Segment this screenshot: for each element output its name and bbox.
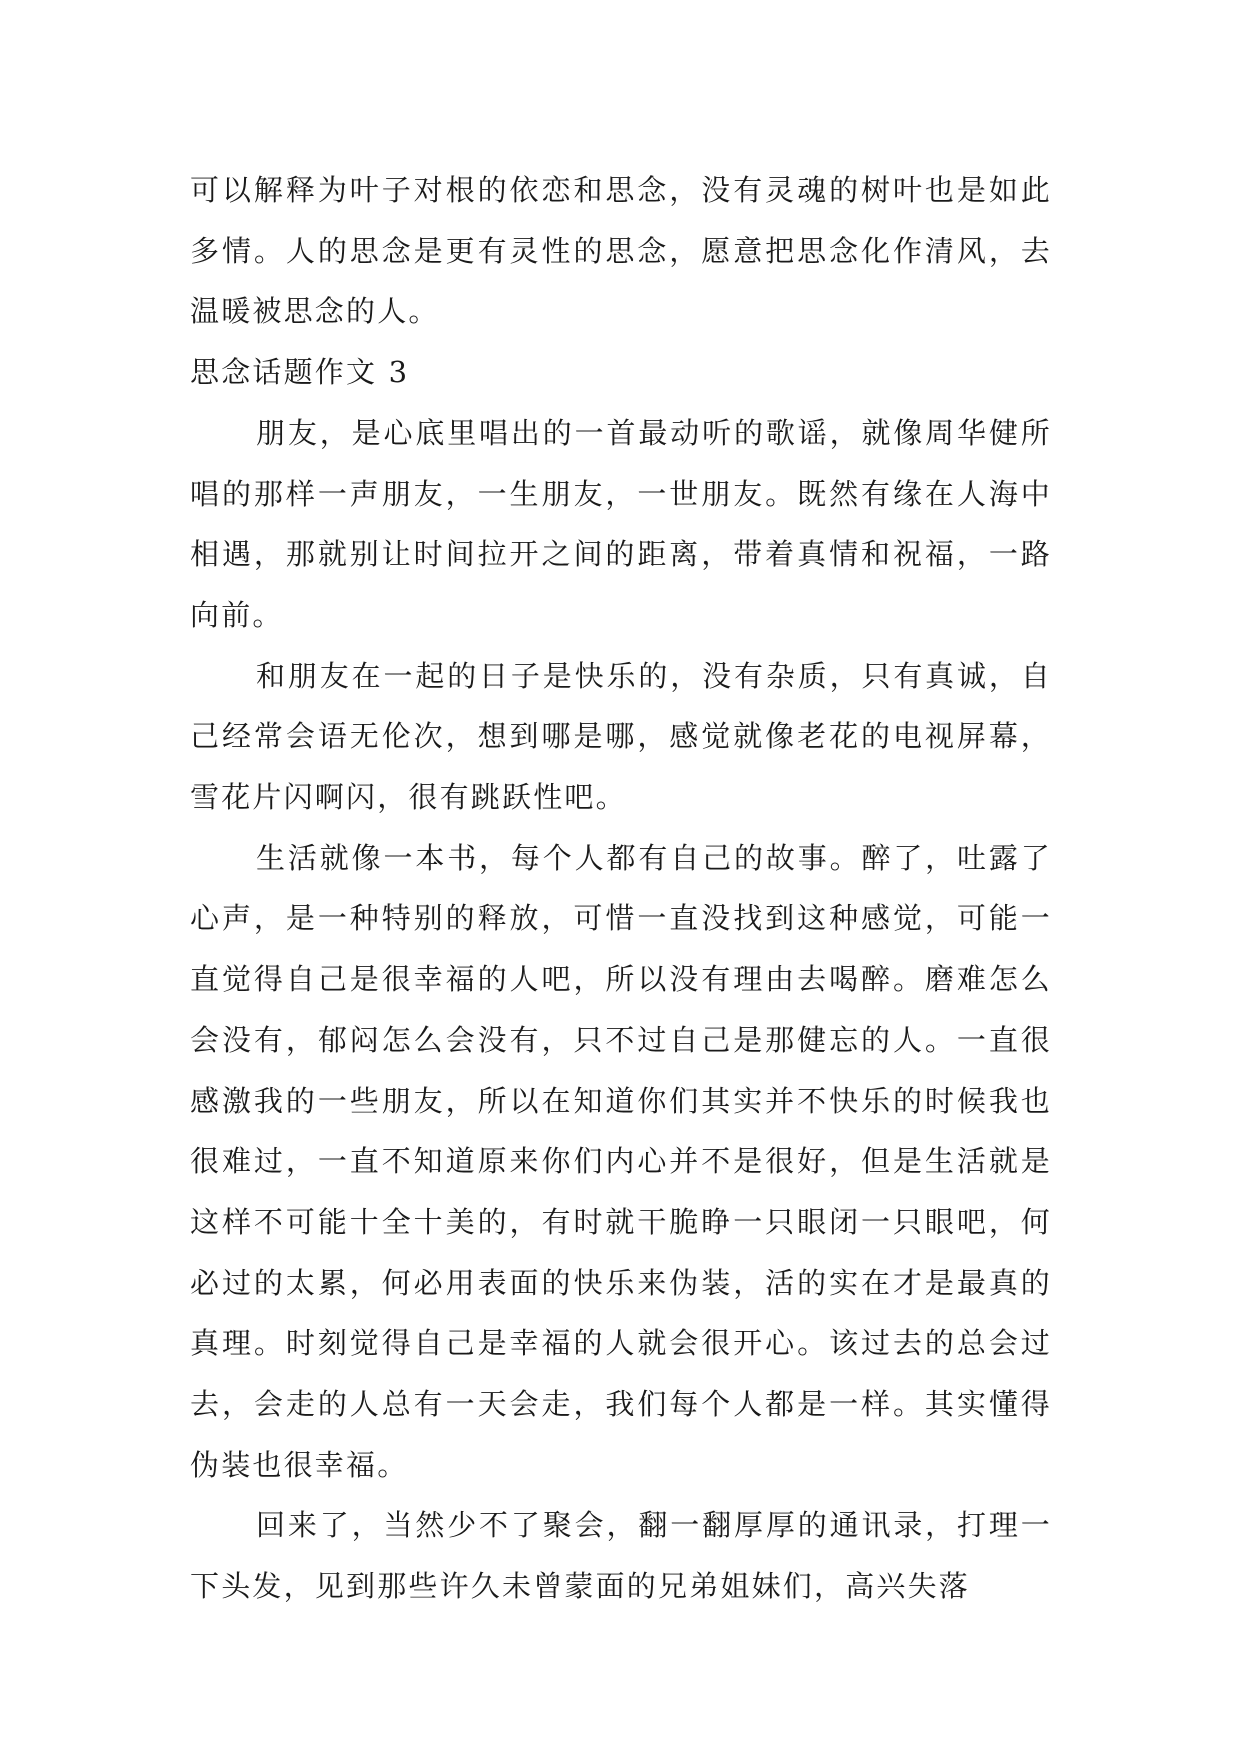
- paragraph: 回来了，当然少不了聚会，翻一翻厚厚的通讯录，打理一下头发，见到那些许久未曾蒙面的兄弟姐妹们，高兴失落: [190, 1508, 1052, 1604]
- paragraph: 生活就像一本书，每个人都有自己的故事。醉了，吐露了心声，是一种特别的释放，可惜一直没找到这种感觉，可能一直觉得自己是很幸福的人吧，所以没有理由去喝醉。磨难怎么会没有，郁闷怎么会没有，只不过自己是那健忘的人。一直很感激我的一些朋友，所以在知道你们其实并不快乐的时候我也很难过，一直不知道原来你们内心并不是很好，但是生活就是这样不可能十全十美的，有时就干脆睁一只眼闭一只眼吧，何必过的太累，何必用表面的快乐来伪装，活的实在才是最真的真理。时刻觉得自己是幸福的人就会很开心。该过去的总会过去，会走的人总有一天会走，我们每个人都是一样。其实懂得伪装也很幸福。: [190, 840, 1052, 1482]
- paragraph: 和朋友在一起的日子是快乐的，没有杂质，只有真诚，自己经常会语无伦次，想到哪是哪，感觉就像老花的电视屏幕，雪花片闪啊闪，很有跳跃性吧。: [190, 658, 1052, 815]
- paragraph-continuation: 可以解释为叶子对根的依恋和思念，没有灵魂的树叶也是如此多情。人的思念是更有灵性的思念，愿意把思念化作清风，去温暖被思念的人。: [190, 173, 1052, 329]
- section-heading: 思念话题作文 3: [190, 355, 410, 390]
- paragraph: 朋友，是心底里唱出的一首最动听的歌谣，就像周华健所唱的那样一声朋友，一生朋友，一世朋友。既然有缘在人海中相遇，那就别让时间拉开之间的距离，带着真情和祝福，一路向前。: [190, 415, 1052, 632]
- document-body: [190, 160, 1052, 1617]
